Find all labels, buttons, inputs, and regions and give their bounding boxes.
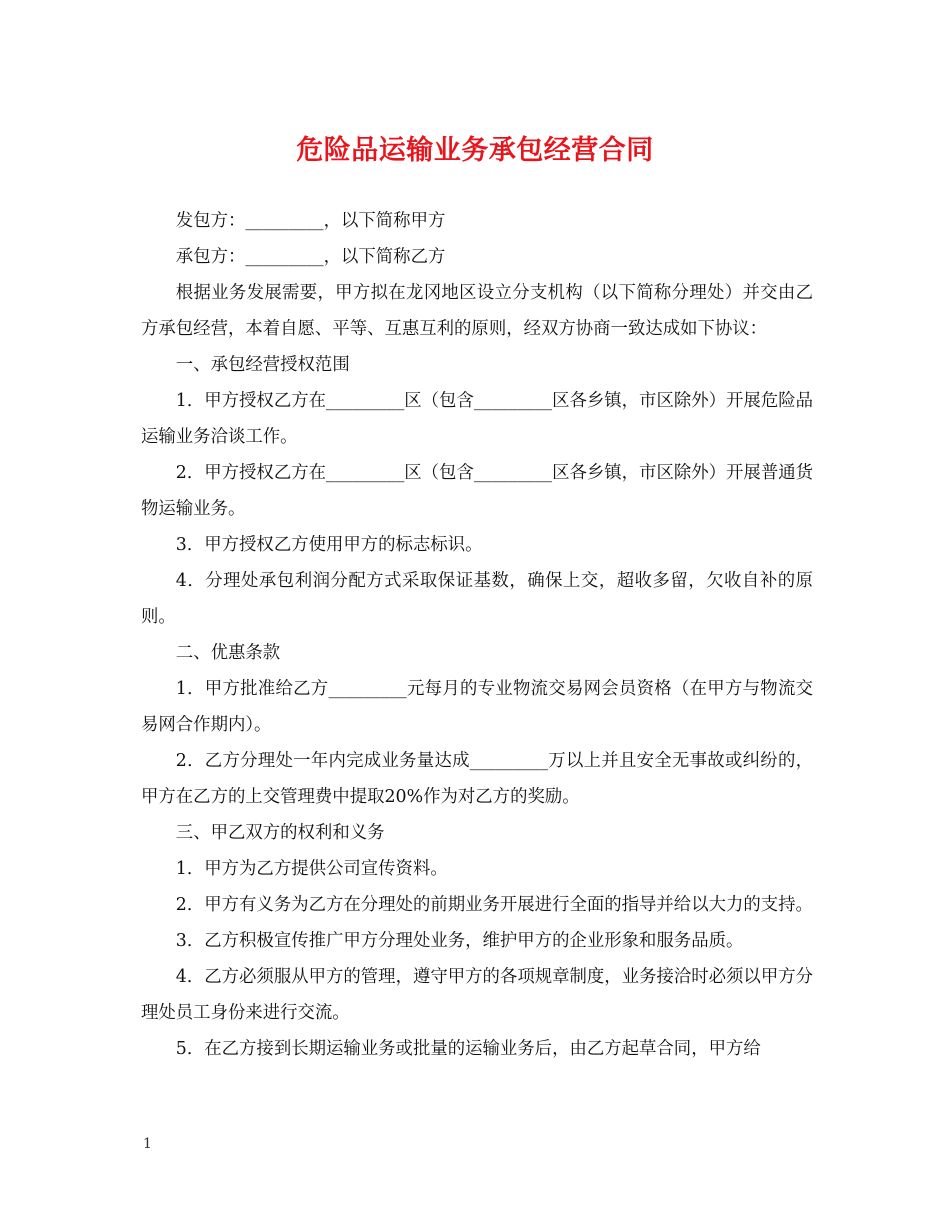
paragraph-contractor-party-b: 承包方：_________，以下简称乙方: [175, 247, 446, 267]
paragraph-contractor-party-a: 发包方：_________，以下简称甲方: [175, 211, 446, 231]
clause-1-2: 2．甲方授权乙方在_________区（包含_________区各乡镇，市区除外）开展普通货物运输业务。: [141, 463, 813, 519]
clause-3-3: 3．乙方积极宣传推广甲方分理处业务，维护甲方的企业形象和服务品质。: [175, 931, 744, 951]
clause-3-1: 1．甲方为乙方提供公司宣传资料。: [175, 859, 448, 879]
paragraph-preamble: 根据业务发展需要，甲方拟在龙冈地区设立分支机构（以下简称分理处）并交由乙方承包经营，本着自愿、平等、互惠互利的原则，经双方协商一致达成如下协议：: [141, 283, 813, 339]
section-heading-2: 二、优惠条款: [175, 643, 281, 663]
clause-1-3: 3．甲方授权乙方使用甲方的标志标识。: [175, 535, 483, 555]
clause-3-5: 5．在乙方接到长期运输业务或批量的运输业务后，由乙方起草合同，甲方给: [175, 1039, 761, 1059]
page-number: 1: [143, 1136, 152, 1152]
clause-3-4: 4．乙方必须服从甲方的管理，遵守甲方的各项规章制度，业务接洽时必须以甲方分理处员工身份来进行交流。: [141, 967, 813, 1023]
section-heading-3: 三、甲乙双方的权利和义务: [175, 823, 385, 843]
clause-2-1: 1．甲方批准给乙方_________元每月的专业物流交易网会员资格（在甲方与物流交易网合作期内）。: [141, 679, 813, 735]
document-title: 危险品运输业务承包经营合同: [296, 135, 654, 166]
clause-3-2: 2．甲方有义务为乙方在分理处的前期业务开展进行全面的指导并给以大力的支持。: [175, 895, 813, 915]
clause-1-4: 4．分理处承包利润分配方式采取保证基数，确保上交，超收多留，欠收自补的原则。: [141, 571, 813, 627]
section-heading-1: 一、承包经营授权范围: [175, 355, 350, 375]
clause-1-1: 1．甲方授权乙方在_________区（包含_________区各乡镇，市区除外）开展危险品运输业务洽谈工作。: [141, 391, 813, 447]
document-body: [141, 203, 813, 1067]
clause-2-2: 2．乙方分理处一年内完成业务量达成_________万以上并且安全无事故或纠纷的，甲方在乙方的上交管理费中提取20%作为对乙方的奖励。: [141, 751, 813, 807]
